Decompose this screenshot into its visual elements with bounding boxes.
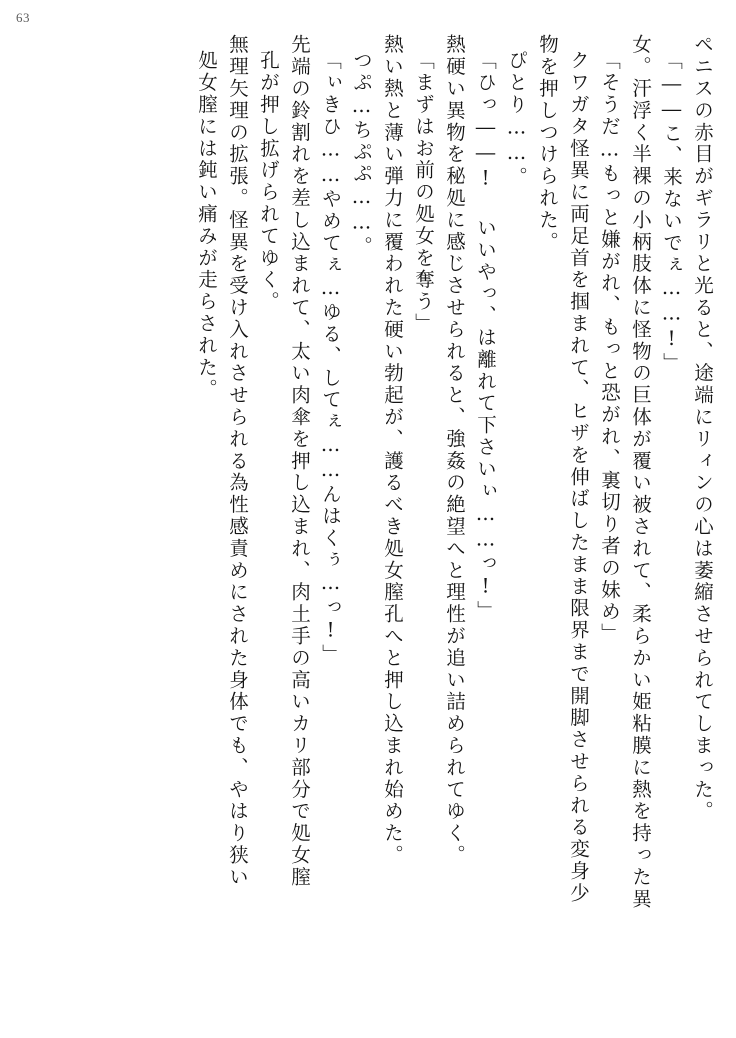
text-column: クワガタ怪異に両足首を掴まれて、ヒザを伸ばしたまま限界まで開脚させられる変身少	[567, 50, 590, 905]
text-column: 物を押しつけられた。	[536, 34, 559, 253]
text-column: 熱い熱と薄い弾力に覆われた硬い勃起が、護るべき処女膣孔へと押し込まれ始めた。	[381, 34, 404, 867]
text-column: 先端の鈴割れを差し込まれて、太い肉傘を押し込まれ、肉土手の高いカリ部分で処女膣	[288, 34, 311, 889]
text-column: 「そうだ…もっと嫌がれ、もっと恐がれ、裏切り者の妹め」	[598, 50, 621, 645]
text-column: 「ひっ――! いいやっ、は離れて下さいぃ……っ!」	[474, 50, 497, 622]
text-column: 「まずはお前の処女を奪う」	[412, 50, 435, 335]
page-number: 63	[16, 10, 30, 25]
text-column: 「ぃきひ……やめてぇ…ゆる、してぇ……んはくぅ…っ!」	[319, 50, 342, 666]
text-column: ペニスの赤目がギラリと光ると、途端にリィンの心は萎縮させられてしまった。	[691, 34, 714, 823]
text-column: 熱硬い異物を秘処に感じさせられると、強姦の絶望へと理性が追い詰められてゆく。	[443, 34, 466, 867]
text-column: 孔が押し拡げられてゆく。	[257, 50, 280, 313]
text-column: 無理矢理の拡張。怪異を受け入れさせられる為性感責めにされた身体でも、やはり狭い	[226, 34, 249, 889]
vertical-text-block	[36, 34, 712, 1020]
text-column: 女。汗浮く半裸の小柄肢体に怪物の巨体が覆い被されて、柔らかい姫粘膜に熱を持った異	[629, 34, 652, 910]
text-column: 処女膣には鈍い痛みが走らされた。	[195, 50, 218, 401]
text-column: ぴとり……。	[505, 50, 528, 189]
text-column: つぷ…ちぷぷ……。	[350, 50, 373, 258]
text-column: 「――こ、来ないでぇ……!」	[660, 50, 683, 375]
